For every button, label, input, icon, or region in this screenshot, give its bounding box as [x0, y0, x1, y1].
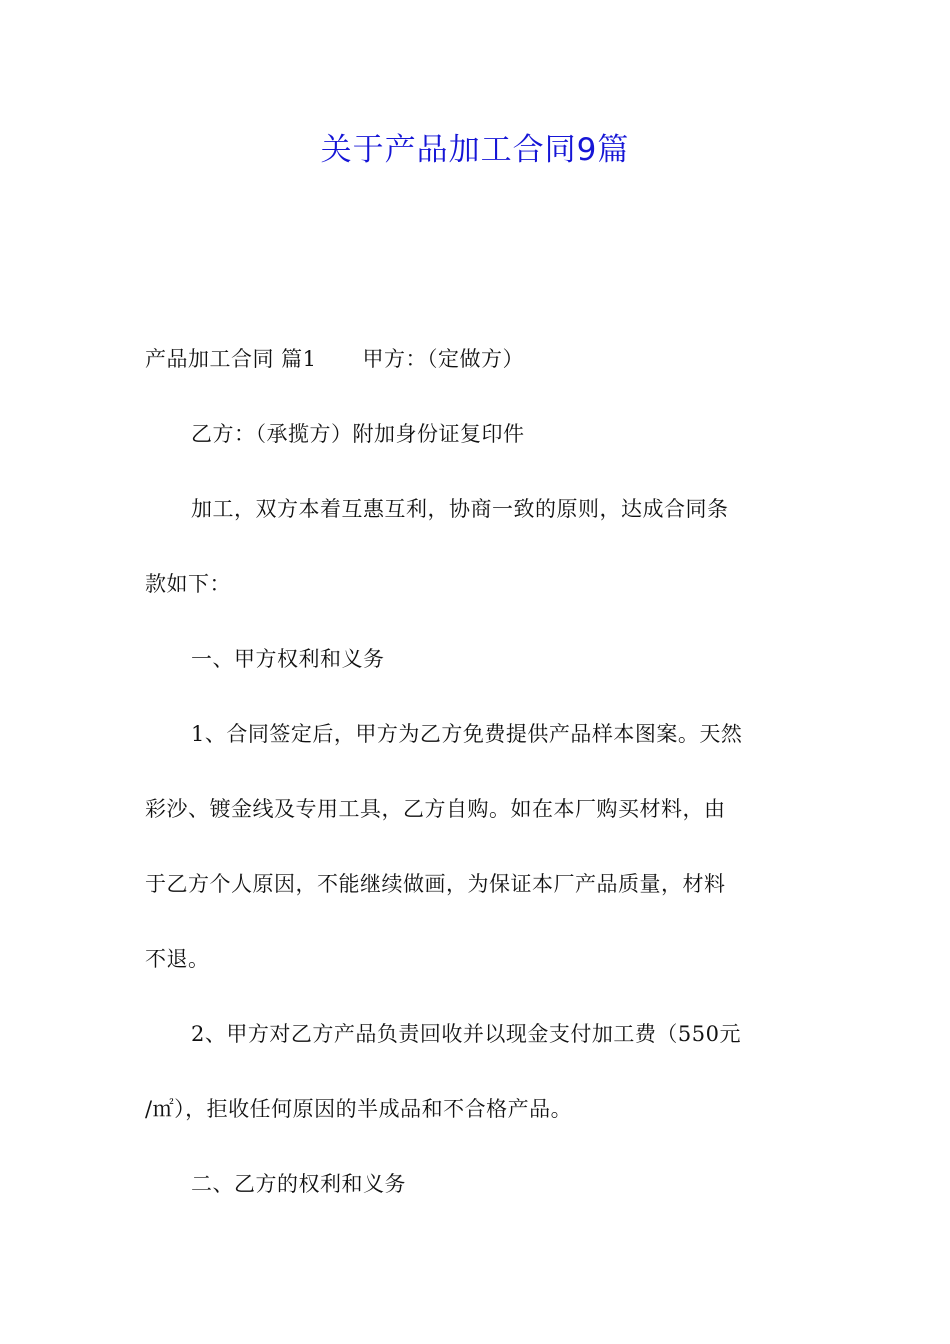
paragraph-line: /㎡），拒收任何原因的半成品和不合格产品。 — [145, 1097, 573, 1121]
paragraph-line: 加工，双方本着互惠互利，协商一致的原则，达成合同条 — [191, 497, 729, 521]
paragraph-line: 1、合同签定后，甲方为乙方免费提供产品样本图案。天然 — [191, 722, 743, 746]
party-a-label: 甲方：（定做方） — [362, 347, 525, 371]
paragraph-line: 于乙方个人原因，不能继续做画，为保证本厂产品质量，材料 — [145, 872, 726, 896]
document-title: 关于产品加工合同9篇 — [320, 132, 630, 168]
paragraph-line: 2、甲方对乙方产品负责回收并以现金支付加工费（550元 — [191, 1022, 741, 1046]
paragraph-line: 款如下： — [145, 572, 231, 596]
document-body — [145, 322, 810, 1222]
paragraph-line: 彩沙、镀金线及专用工具，乙方自购。如在本厂购买材料，由 — [145, 797, 726, 821]
section-heading-line — [145, 322, 810, 397]
clause-heading: 二、乙方的权利和义务 — [191, 1172, 406, 1196]
section-heading: 产品加工合同 篇1 — [145, 347, 317, 371]
paragraph-line: 不退。 — [145, 947, 210, 971]
clause-heading: 一、甲方权利和义务 — [191, 647, 385, 671]
paragraph-line: 乙方：（承揽方）附加身份证复印件 — [191, 422, 525, 446]
